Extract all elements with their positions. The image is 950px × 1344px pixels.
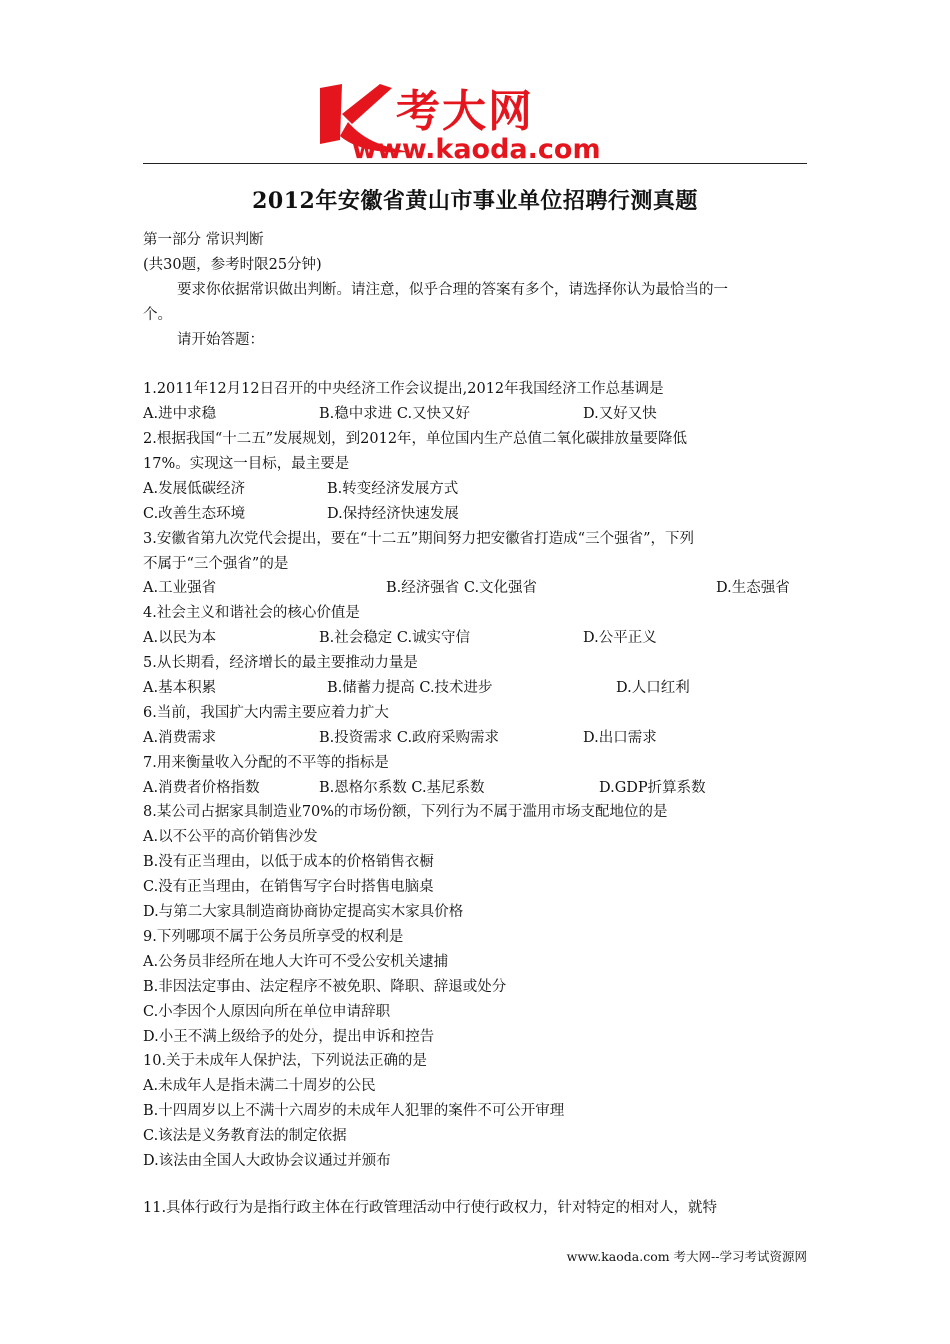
- logo-k-arm-shape: [342, 84, 392, 124]
- q6-options: [143, 726, 807, 751]
- header-rule: [143, 163, 807, 164]
- q6-stem: 6.当前，我国扩大内需主要应着力扩大: [143, 704, 389, 721]
- q10-option-a: A.未成年人是指未满二十周岁的公民: [143, 1078, 376, 1095]
- q4-option-d: D.公平正义: [583, 630, 657, 647]
- q7-options: [143, 776, 807, 801]
- q10-option-b: B.十四周岁以上不满十六周岁的未成年人犯罪的案件不可公开审理: [143, 1103, 565, 1120]
- q9-option-b: B.非因法定事由、法定程序不被免职、降职、辞退或处分: [143, 978, 507, 995]
- q2-options-ab: [143, 477, 807, 502]
- q9-option-d: D.小王不满上级给予的处分，提出申诉和控告: [143, 1028, 435, 1045]
- q4-stem: 4.社会主义和谐社会的核心价值是: [143, 605, 360, 622]
- spacer: [143, 352, 807, 377]
- q5-options: [143, 676, 807, 701]
- q9-option-c: C.小李因个人原因向所在单位申请辞职: [143, 1003, 391, 1020]
- q10-stem: 10.关于未成年人保护法，下列说法正确的是: [143, 1053, 428, 1070]
- q2-option-b: B.转变经济发展方式: [327, 480, 459, 497]
- logo-k-stem-shape: [320, 84, 342, 144]
- q9-option-a: A.公务员非经所在地人大许可不受公安机关逮捕: [143, 953, 449, 970]
- q6-option-a: A.消费需求: [143, 729, 217, 746]
- question-body: [143, 228, 807, 1174]
- q6-option-d: D.出口需求: [583, 729, 657, 746]
- q2-stem-1: 2.根据我国“十二五”发展规划，到2012年，单位国内生产总值二氧化碳排放量要降低: [143, 431, 688, 448]
- footer-source: www.kaoda.com 考大网--学习考试资源网: [566, 1249, 807, 1264]
- q10-option-c: C.该法是义务教育法的制定依据: [143, 1128, 347, 1145]
- q9-stem: 9.下列哪项不属于公务员所享受的权利是: [143, 928, 404, 945]
- start-prompt: 请开始答题：: [177, 331, 264, 348]
- q1-option-d: D.又好又快: [583, 406, 657, 423]
- q8-option-c: C.没有正当理由，在销售写字台时搭售电脑桌: [143, 879, 434, 896]
- q4-options: [143, 626, 807, 651]
- intro-line-1: 要求你依据常识做出判断。请注意，似乎合理的答案有多个，请选择你认为最恰当的一: [177, 281, 728, 298]
- q1-stem: 1.2011年12月12日召开的中央经济工作会议提出,2012年我国经济工作总基调是: [143, 381, 664, 398]
- q3-stem-2: 不属于“三个强省”的是: [143, 555, 289, 572]
- q5-option-bc: B.储蓄力提高 C.技术进步: [327, 680, 493, 697]
- q7-stem: 7.用来衡量收入分配的不平等的指标是: [143, 754, 389, 771]
- q3-option-a: A.工业强省: [143, 580, 217, 597]
- q5-stem: 5.从长期看，经济增长的最主要推动力量是: [143, 655, 418, 672]
- q5-option-d: D.人口红利: [616, 680, 690, 697]
- document-title: 2012年安徽省黄山市事业单位招聘行测真题: [252, 188, 698, 214]
- q8-option-a: A.以不公平的高价销售沙发: [143, 829, 318, 846]
- intro-line-2: 个。: [143, 306, 172, 323]
- q3-stem-1: 3.安徽省第九次党代会提出，要在“十二五”期间努力把安徽省打造成“三个强省”，下列: [143, 530, 694, 547]
- q1-option-bc: B.稳中求进 C.又快又好: [319, 406, 471, 423]
- q10-option-d: D.该法由全国人大政协会议通过并颁布: [143, 1152, 391, 1169]
- q7-option-bc: B.恩格尔系数 C.基尼系数: [319, 779, 485, 796]
- q4-option-bc: B.社会稳定 C.诚实守信: [319, 630, 471, 647]
- q1-options: [143, 402, 807, 427]
- q6-option-bc: B.投资需求 C.政府采购需求: [319, 729, 500, 746]
- q8-option-d: D.与第二大家具制造商协商协定提高实木家具价格: [143, 904, 464, 921]
- logo-brand-url: www.kaoda.com: [352, 134, 601, 162]
- section-heading: 第一部分 常识判断: [143, 232, 264, 248]
- q7-option-a: A.消费者价格指数: [143, 779, 260, 796]
- q8-stem: 8.某公司占据家具制造业70%的市场份额，下列行为不属于滥用市场支配地位的是: [143, 804, 668, 821]
- q3-option-d: D.生态强省: [716, 580, 790, 597]
- logo-brand-cn: 考大网: [396, 86, 534, 137]
- q3-option-bc: B.经济强省 C.文化强省: [386, 580, 538, 597]
- q2-option-d: D.保持经济快速发展: [327, 505, 459, 522]
- q2-option-c: C.改善生态环境: [143, 505, 246, 522]
- q11-stem: 11.具体行政行为是指行政主体在行政管理活动中行使行政权力，针对特定的相对人，就特: [143, 1200, 718, 1216]
- q5-option-a: A.基本积累: [143, 680, 217, 697]
- q3-options: [143, 576, 807, 601]
- q2-option-a: A.发展低碳经济: [143, 480, 246, 497]
- q7-option-d: D.GDP折算系数: [599, 779, 706, 796]
- q4-option-a: A.以民为本: [143, 630, 217, 647]
- q2-options-cd: [143, 502, 807, 527]
- q1-option-a: A.进中求稳: [143, 406, 217, 423]
- q2-stem-2: 17%。实现这一目标，最主要是: [143, 456, 350, 473]
- logo-graphic: [318, 78, 640, 162]
- time-note: (共30题，参考时限25分钟): [143, 256, 322, 273]
- kaoda-logo: [318, 78, 640, 162]
- q8-option-b: B.没有正当理由，以低于成本的价格销售衣橱: [143, 854, 434, 871]
